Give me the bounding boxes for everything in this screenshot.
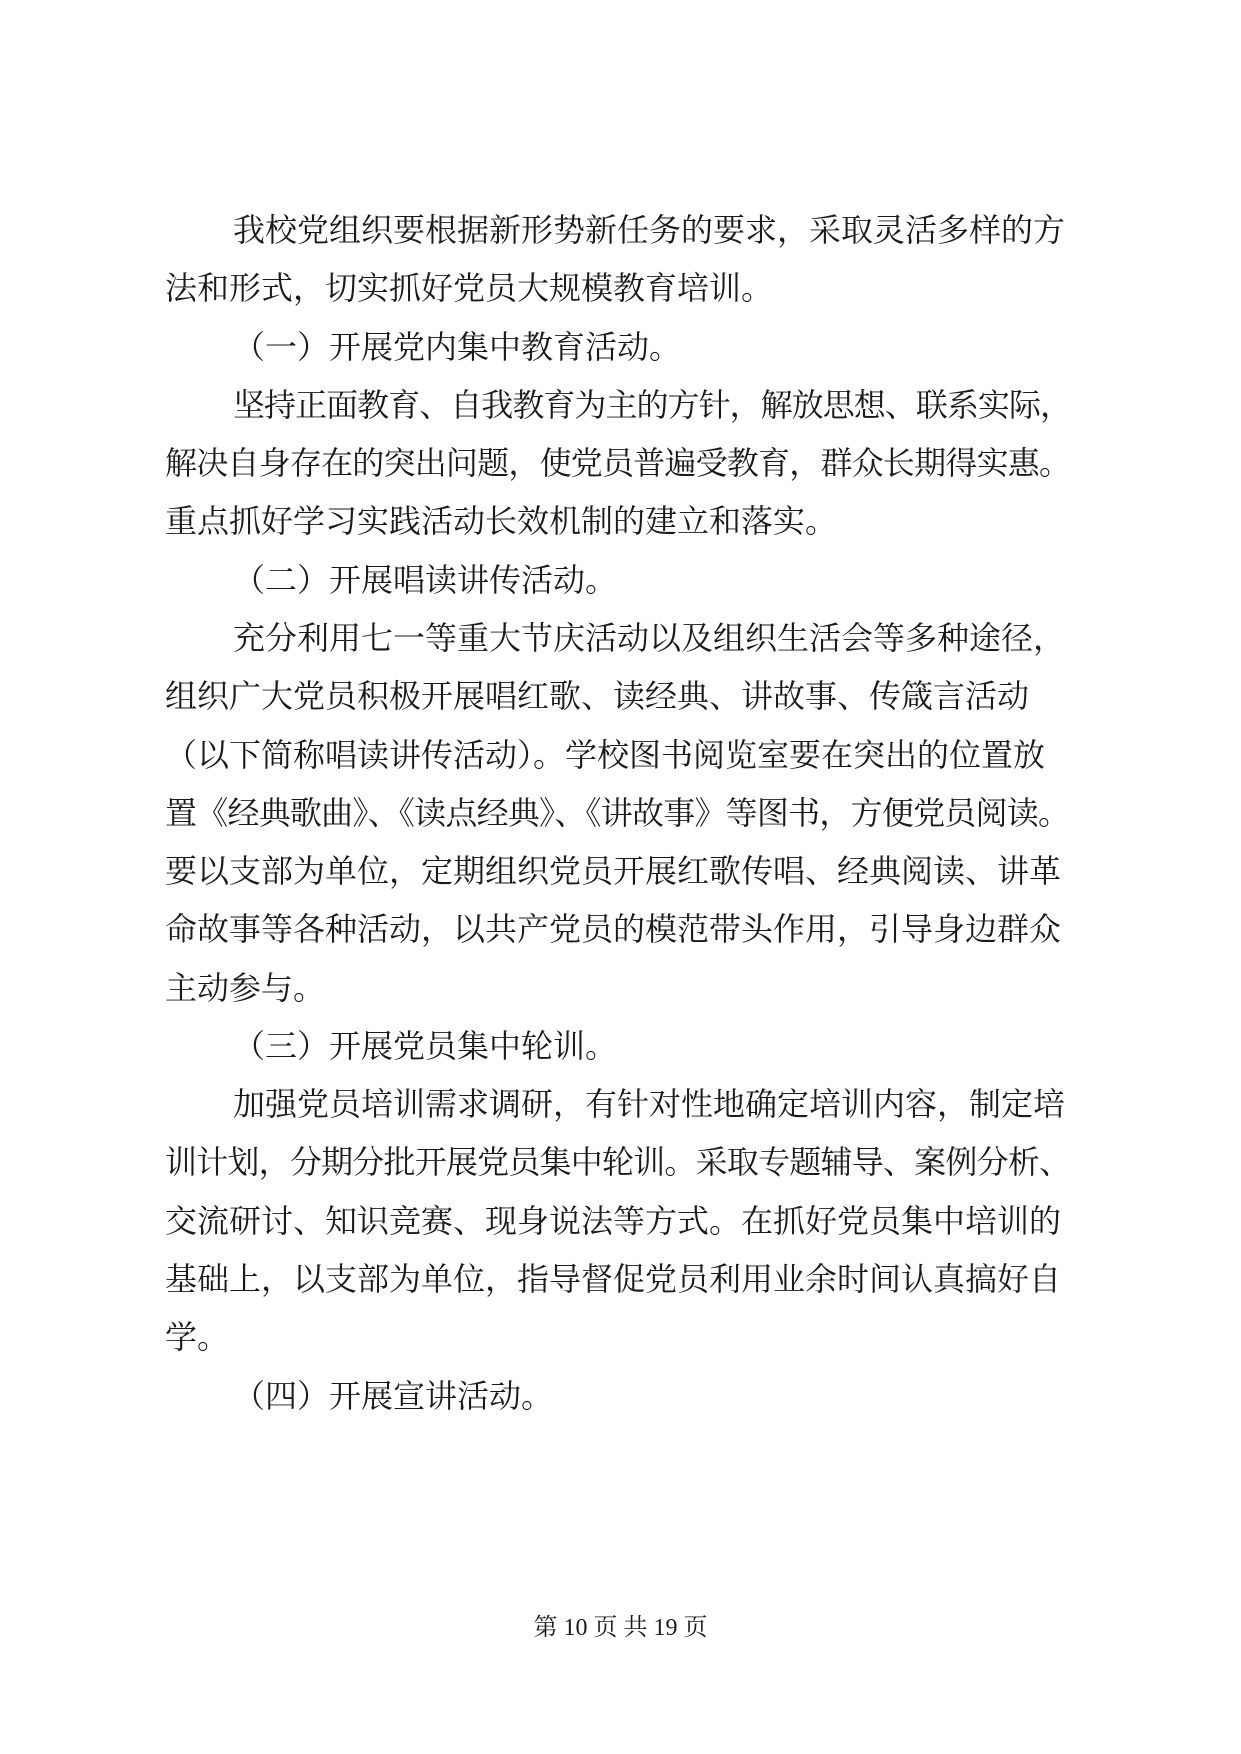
section-heading: （三）开展党员集中轮训。 — [233, 1027, 618, 1065]
page-footer: 第 10 页 共 19 页 — [533, 1615, 708, 1641]
section-heading: （四）开展宣讲活动。 — [233, 1377, 554, 1415]
paragraph-line: 置《经典歌曲》、《读点经典》、《讲故事》等图书，方便党员阅读。 — [165, 794, 1070, 832]
paragraph-line: 训计划，分期分批开展党员集中轮训。采取专题辅导、案例分析、 — [165, 1143, 1071, 1181]
paragraph-line: 交流研讨、知识竞赛、现身说法等方式。在抓好党员集中培训的 — [165, 1202, 1062, 1240]
paragraph-line: 学。 — [165, 1318, 230, 1356]
paragraph-line: 我校党组织要根据新形势新任务的要求，采取灵活多样的方 — [233, 211, 1066, 249]
paragraph-line: 解决自身存在的突出问题，使党员普遍受教育，群众长期得实惠。 — [165, 444, 1071, 482]
paragraph-line: 重点抓好学习实践活动长效机制的建立和落实。 — [165, 502, 838, 540]
paragraph-line: 基础上，以支部为单位，指导督促党员利用业余时间认真搞好自 — [165, 1260, 1062, 1298]
paragraph-line: （以下简称唱读讲传活动）。学校图书阅览室要在突出的位置放 — [165, 736, 1046, 774]
section-heading: （一）开展党内集中教育活动。 — [233, 328, 682, 366]
paragraph-line: 要以支部为单位，定期组织党员开展红歌传唱、经典阅读、讲革 — [165, 852, 1062, 890]
paragraph-line: 主动参与。 — [165, 969, 326, 1007]
paragraph-line: 命故事等各种活动，以共产党员的模范带头作用，引导身边群众 — [165, 910, 1062, 948]
section-heading: （二）开展唱读讲传活动。 — [233, 561, 618, 599]
paragraph-line: 法和形式，切实抓好党员大规模教育培训。 — [165, 269, 774, 307]
paragraph-line: 坚持正面教育、自我教育为主的方针，解放思想、联系实际， — [233, 386, 1072, 424]
paragraph-line: 加强党员培训需求调研，有针对性地确定培训内容，制定培 — [233, 1085, 1066, 1123]
paragraph-line: 充分利用七一等重大节庆活动以及组织生活会等多种途径， — [233, 619, 1066, 657]
paragraph-line: 组织广大党员积极开展唱红歌、读经典、讲故事、传箴言活动 — [165, 677, 1030, 715]
